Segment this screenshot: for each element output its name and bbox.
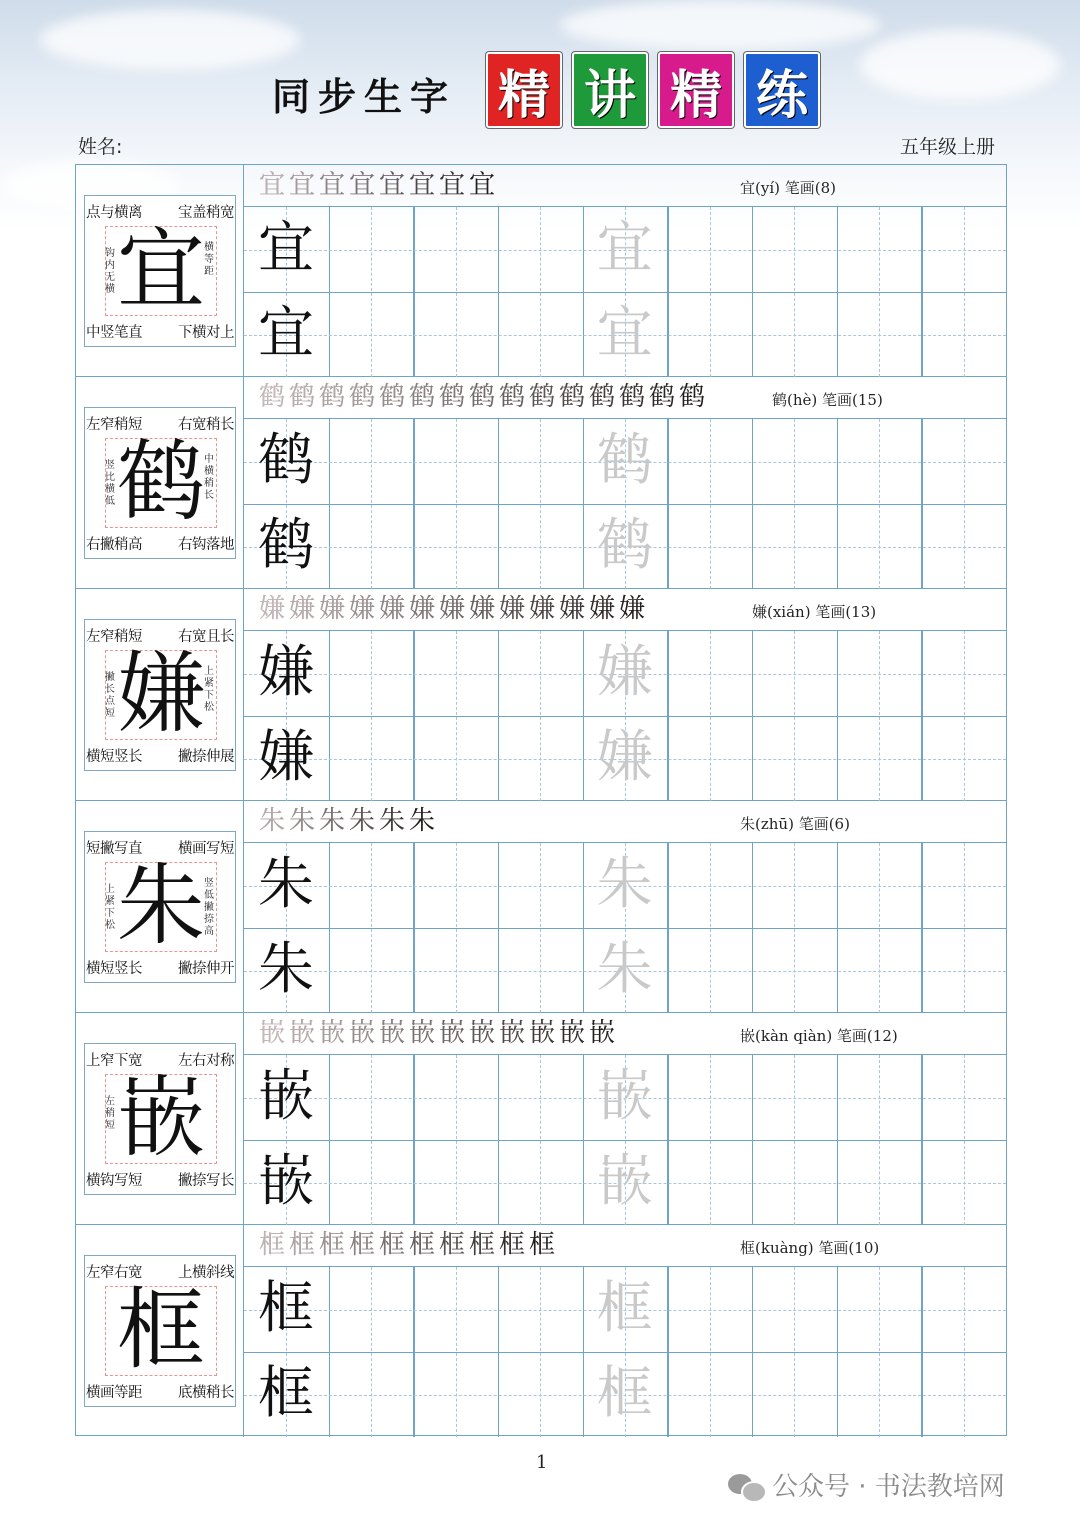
writing-tip: 右宽稍长: [178, 417, 234, 433]
practice-grid: [244, 843, 1006, 1013]
model-character: 朱: [116, 854, 205, 957]
stroke-step: 嫌: [618, 594, 645, 624]
stroke-step: 朱: [288, 806, 315, 836]
practice-char-model: 朱: [258, 937, 314, 1002]
side-note-left: 左稍短: [105, 1096, 115, 1131]
stroke-step: 嵌: [258, 1018, 285, 1048]
stroke-step: 朱: [378, 806, 405, 836]
worksheet-header: [0, 0, 1080, 160]
practice-char-trace: 宜: [596, 301, 653, 366]
writing-tip: 撇捺伸展: [178, 749, 234, 765]
practice-grid: [244, 1267, 1006, 1437]
character-row: [76, 165, 1006, 377]
writing-tip: 底横稍长: [178, 1385, 234, 1401]
side-note-left: 上紧下松: [105, 884, 115, 931]
stroke-step: 鹤: [468, 382, 495, 412]
character-info: 嵌(kàn qiàn) 笔画(12): [740, 1027, 898, 1045]
demo-column: [76, 801, 244, 1013]
writing-tip: 左窄稍短: [86, 629, 142, 645]
practice-char-model: 嫌: [258, 725, 314, 790]
character-row: [76, 377, 1006, 589]
badge-lian: 练: [744, 52, 820, 128]
stroke-order-strip: [244, 801, 1006, 843]
stroke-step: 嫌: [468, 594, 495, 624]
practice-char-trace: 宜: [596, 216, 653, 281]
model-character: 鹤: [116, 430, 205, 533]
writing-tip: 横画写短: [178, 841, 234, 857]
stroke-step: 嵌: [498, 1018, 525, 1048]
character-row: [76, 589, 1006, 801]
practice-grid: [244, 419, 1006, 589]
model-character: 框: [116, 1278, 205, 1381]
stroke-step: 鹤: [348, 382, 375, 412]
stroke-step: 嫌: [408, 594, 435, 624]
stroke-step: 鹤: [528, 382, 555, 412]
page-number: 1: [536, 1452, 548, 1473]
wechat-icon: [728, 1470, 764, 1500]
name-label: 姓名:: [78, 136, 123, 158]
stroke-step: 宜: [378, 170, 405, 200]
watermark-text: 公众号 · 书法教培网: [772, 1472, 1005, 1502]
demo-box: [84, 407, 236, 559]
stroke-step: 鹤: [258, 382, 285, 412]
side-note-right: 横等距: [204, 242, 214, 277]
stroke-step: 嫌: [558, 594, 585, 624]
side-note-right: 中横稍长: [204, 454, 214, 501]
writing-tip: 中竖笔直: [86, 325, 142, 341]
demo-box: [84, 1255, 236, 1407]
stroke-step: 框: [288, 1230, 315, 1260]
stroke-step: 鹤: [288, 382, 315, 412]
character-info: 鹤(hè) 笔画(15): [772, 391, 883, 409]
stroke-sequence: [258, 381, 706, 413]
stroke-step: 嫌: [588, 594, 615, 624]
stroke-step: 嫌: [348, 594, 375, 624]
writing-tip: 左窄右宽: [86, 1265, 142, 1281]
demo-column: [76, 165, 244, 377]
watermark: [728, 1466, 1005, 1503]
stroke-step: 嵌: [408, 1018, 435, 1048]
practice-char-model: 框: [258, 1361, 314, 1426]
stroke-step: 鹤: [678, 382, 705, 412]
practice-char-model: 宜: [258, 216, 314, 281]
writing-tip: 右钩落地: [178, 537, 234, 553]
writing-tip: 横钩写短: [86, 1173, 142, 1189]
character-info: 宜(yí) 笔画(8): [740, 179, 836, 197]
stroke-sequence: [258, 593, 646, 625]
grade-label: 五年级上册: [900, 136, 996, 158]
writing-tip: 横短竖长: [86, 961, 142, 977]
stroke-step: 嫌: [258, 594, 285, 624]
character-row: [76, 1013, 1006, 1225]
stroke-step: 框: [408, 1230, 435, 1260]
stroke-step: 嫌: [378, 594, 405, 624]
writing-tip: 上窄下宽: [86, 1053, 142, 1069]
stroke-step: 嵌: [288, 1018, 315, 1048]
stroke-step: 框: [468, 1230, 495, 1260]
writing-tip: 下横对上: [178, 325, 234, 341]
writing-tip: 横画等距: [86, 1385, 142, 1401]
stroke-step: 宜: [348, 170, 375, 200]
side-note-left: 钩内无横: [105, 248, 115, 295]
stroke-step: 嵌: [558, 1018, 585, 1048]
model-character: 嵌: [116, 1066, 205, 1169]
practice-char-trace: 朱: [596, 937, 653, 1002]
demo-box: [84, 619, 236, 771]
badge-jing-1: 精: [486, 52, 562, 128]
stroke-step: 宜: [438, 170, 465, 200]
stroke-step: 朱: [348, 806, 375, 836]
stroke-step: 鹤: [648, 382, 675, 412]
practice-char-trace: 嫌: [596, 725, 653, 790]
practice-char-model: 鹤: [258, 428, 314, 493]
model-character: 嫌: [116, 642, 205, 745]
stroke-step: 鹤: [378, 382, 405, 412]
stroke-step: 嵌: [528, 1018, 555, 1048]
writing-tip: 横短竖长: [86, 749, 142, 765]
demo-column: [76, 1013, 244, 1225]
practice-char-model: 嵌: [258, 1064, 314, 1129]
stroke-sequence: [258, 805, 436, 837]
writing-tip: 上横斜线: [178, 1265, 234, 1281]
practice-char-model: 框: [258, 1276, 314, 1341]
practice-char-trace: 朱: [596, 852, 653, 917]
demo-column: [76, 1225, 244, 1437]
practice-char-model: 鹤: [258, 513, 314, 578]
writing-tip: 右宽且长: [178, 629, 234, 645]
model-character: 宜: [116, 218, 205, 321]
practice-sheet: [75, 164, 1007, 1436]
character-row: [76, 1225, 1006, 1437]
stroke-step: 框: [348, 1230, 375, 1260]
worksheet-title: 同步生字: [272, 75, 457, 119]
stroke-order-strip: [244, 589, 1006, 631]
stroke-step: 鹤: [408, 382, 435, 412]
title-badges: [486, 52, 820, 128]
stroke-step: 鹤: [438, 382, 465, 412]
side-note-left: 竖比横低: [105, 460, 115, 507]
writing-tip: 右撇稍高: [86, 537, 142, 553]
stroke-step: 宜: [258, 170, 285, 200]
demo-column: [76, 377, 244, 589]
stroke-sequence: [258, 1229, 556, 1261]
stroke-step: 宜: [288, 170, 315, 200]
character-row: [76, 801, 1006, 1013]
demo-column: [76, 589, 244, 801]
stroke-order-strip: [244, 377, 1006, 419]
practice-char-trace: 鹤: [596, 513, 653, 578]
stroke-step: 框: [528, 1230, 555, 1260]
stroke-step: 鹤: [498, 382, 525, 412]
stroke-step: 嫌: [288, 594, 315, 624]
character-info: 框(kuàng) 笔画(10): [740, 1239, 880, 1257]
writing-tip: 宝盖稍宽: [178, 205, 234, 221]
practice-char-trace: 嵌: [596, 1064, 653, 1129]
stroke-step: 框: [318, 1230, 345, 1260]
practice-char-trace: 鹤: [596, 428, 653, 493]
practice-char-model: 朱: [258, 852, 314, 917]
stroke-step: 朱: [408, 806, 435, 836]
stroke-order-strip: [244, 1013, 1006, 1055]
stroke-step: 嫌: [498, 594, 525, 624]
stroke-step: 嫌: [438, 594, 465, 624]
demo-box: [84, 1043, 236, 1195]
stroke-step: 鹤: [558, 382, 585, 412]
writing-tip: 撇捺伸开: [178, 961, 234, 977]
stroke-step: 框: [378, 1230, 405, 1260]
practice-grid: [244, 631, 1006, 801]
stroke-step: 鹤: [318, 382, 345, 412]
stroke-order-strip: [244, 1225, 1006, 1267]
stroke-step: 鹤: [588, 382, 615, 412]
practice-grid: [244, 207, 1006, 377]
writing-tip: 撇捺写长: [178, 1173, 234, 1189]
stroke-step: 框: [438, 1230, 465, 1260]
character-info: 朱(zhū) 笔画(6): [740, 815, 850, 833]
writing-tip: 点与横离: [86, 205, 142, 221]
stroke-step: 嫌: [318, 594, 345, 624]
stroke-step: 框: [498, 1230, 525, 1260]
writing-tip: 左右对称: [178, 1053, 234, 1069]
stroke-step: 嵌: [588, 1018, 615, 1048]
side-note-right: 上紧下松: [204, 666, 214, 713]
demo-box: [84, 831, 236, 983]
side-note-right: 竖低撇捺高: [204, 878, 214, 937]
side-note-left: 撇长点短: [105, 672, 115, 719]
practice-char-trace: 框: [596, 1276, 653, 1341]
practice-char-trace: 嵌: [596, 1149, 653, 1214]
stroke-step: 嵌: [468, 1018, 495, 1048]
stroke-step: 朱: [318, 806, 345, 836]
stroke-step: 朱: [258, 806, 285, 836]
demo-box: [84, 195, 236, 347]
stroke-step: 嵌: [438, 1018, 465, 1048]
practice-char-trace: 嫌: [596, 640, 653, 705]
practice-char-trace: 框: [596, 1361, 653, 1426]
stroke-step: 嵌: [378, 1018, 405, 1048]
stroke-sequence: [258, 1017, 616, 1049]
stroke-step: 宜: [408, 170, 435, 200]
practice-char-model: 嵌: [258, 1149, 314, 1214]
stroke-step: 鹤: [618, 382, 645, 412]
badge-jiang: 讲: [572, 52, 648, 128]
stroke-step: 宜: [318, 170, 345, 200]
writing-tip: 左窄稍短: [86, 417, 142, 433]
stroke-step: 嫌: [528, 594, 555, 624]
practice-char-model: 宜: [258, 301, 314, 366]
stroke-step: 宜: [468, 170, 495, 200]
practice-char-model: 嫌: [258, 640, 314, 705]
stroke-sequence: [258, 169, 496, 201]
stroke-step: 嵌: [348, 1018, 375, 1048]
stroke-order-strip: [244, 165, 1006, 207]
writing-tip: 短撇写直: [86, 841, 142, 857]
practice-grid: [244, 1055, 1006, 1225]
badge-jing-2: 精: [658, 52, 734, 128]
stroke-step: 嵌: [318, 1018, 345, 1048]
stroke-step: 框: [258, 1230, 285, 1260]
character-info: 嫌(xián) 笔画(13): [752, 603, 877, 621]
